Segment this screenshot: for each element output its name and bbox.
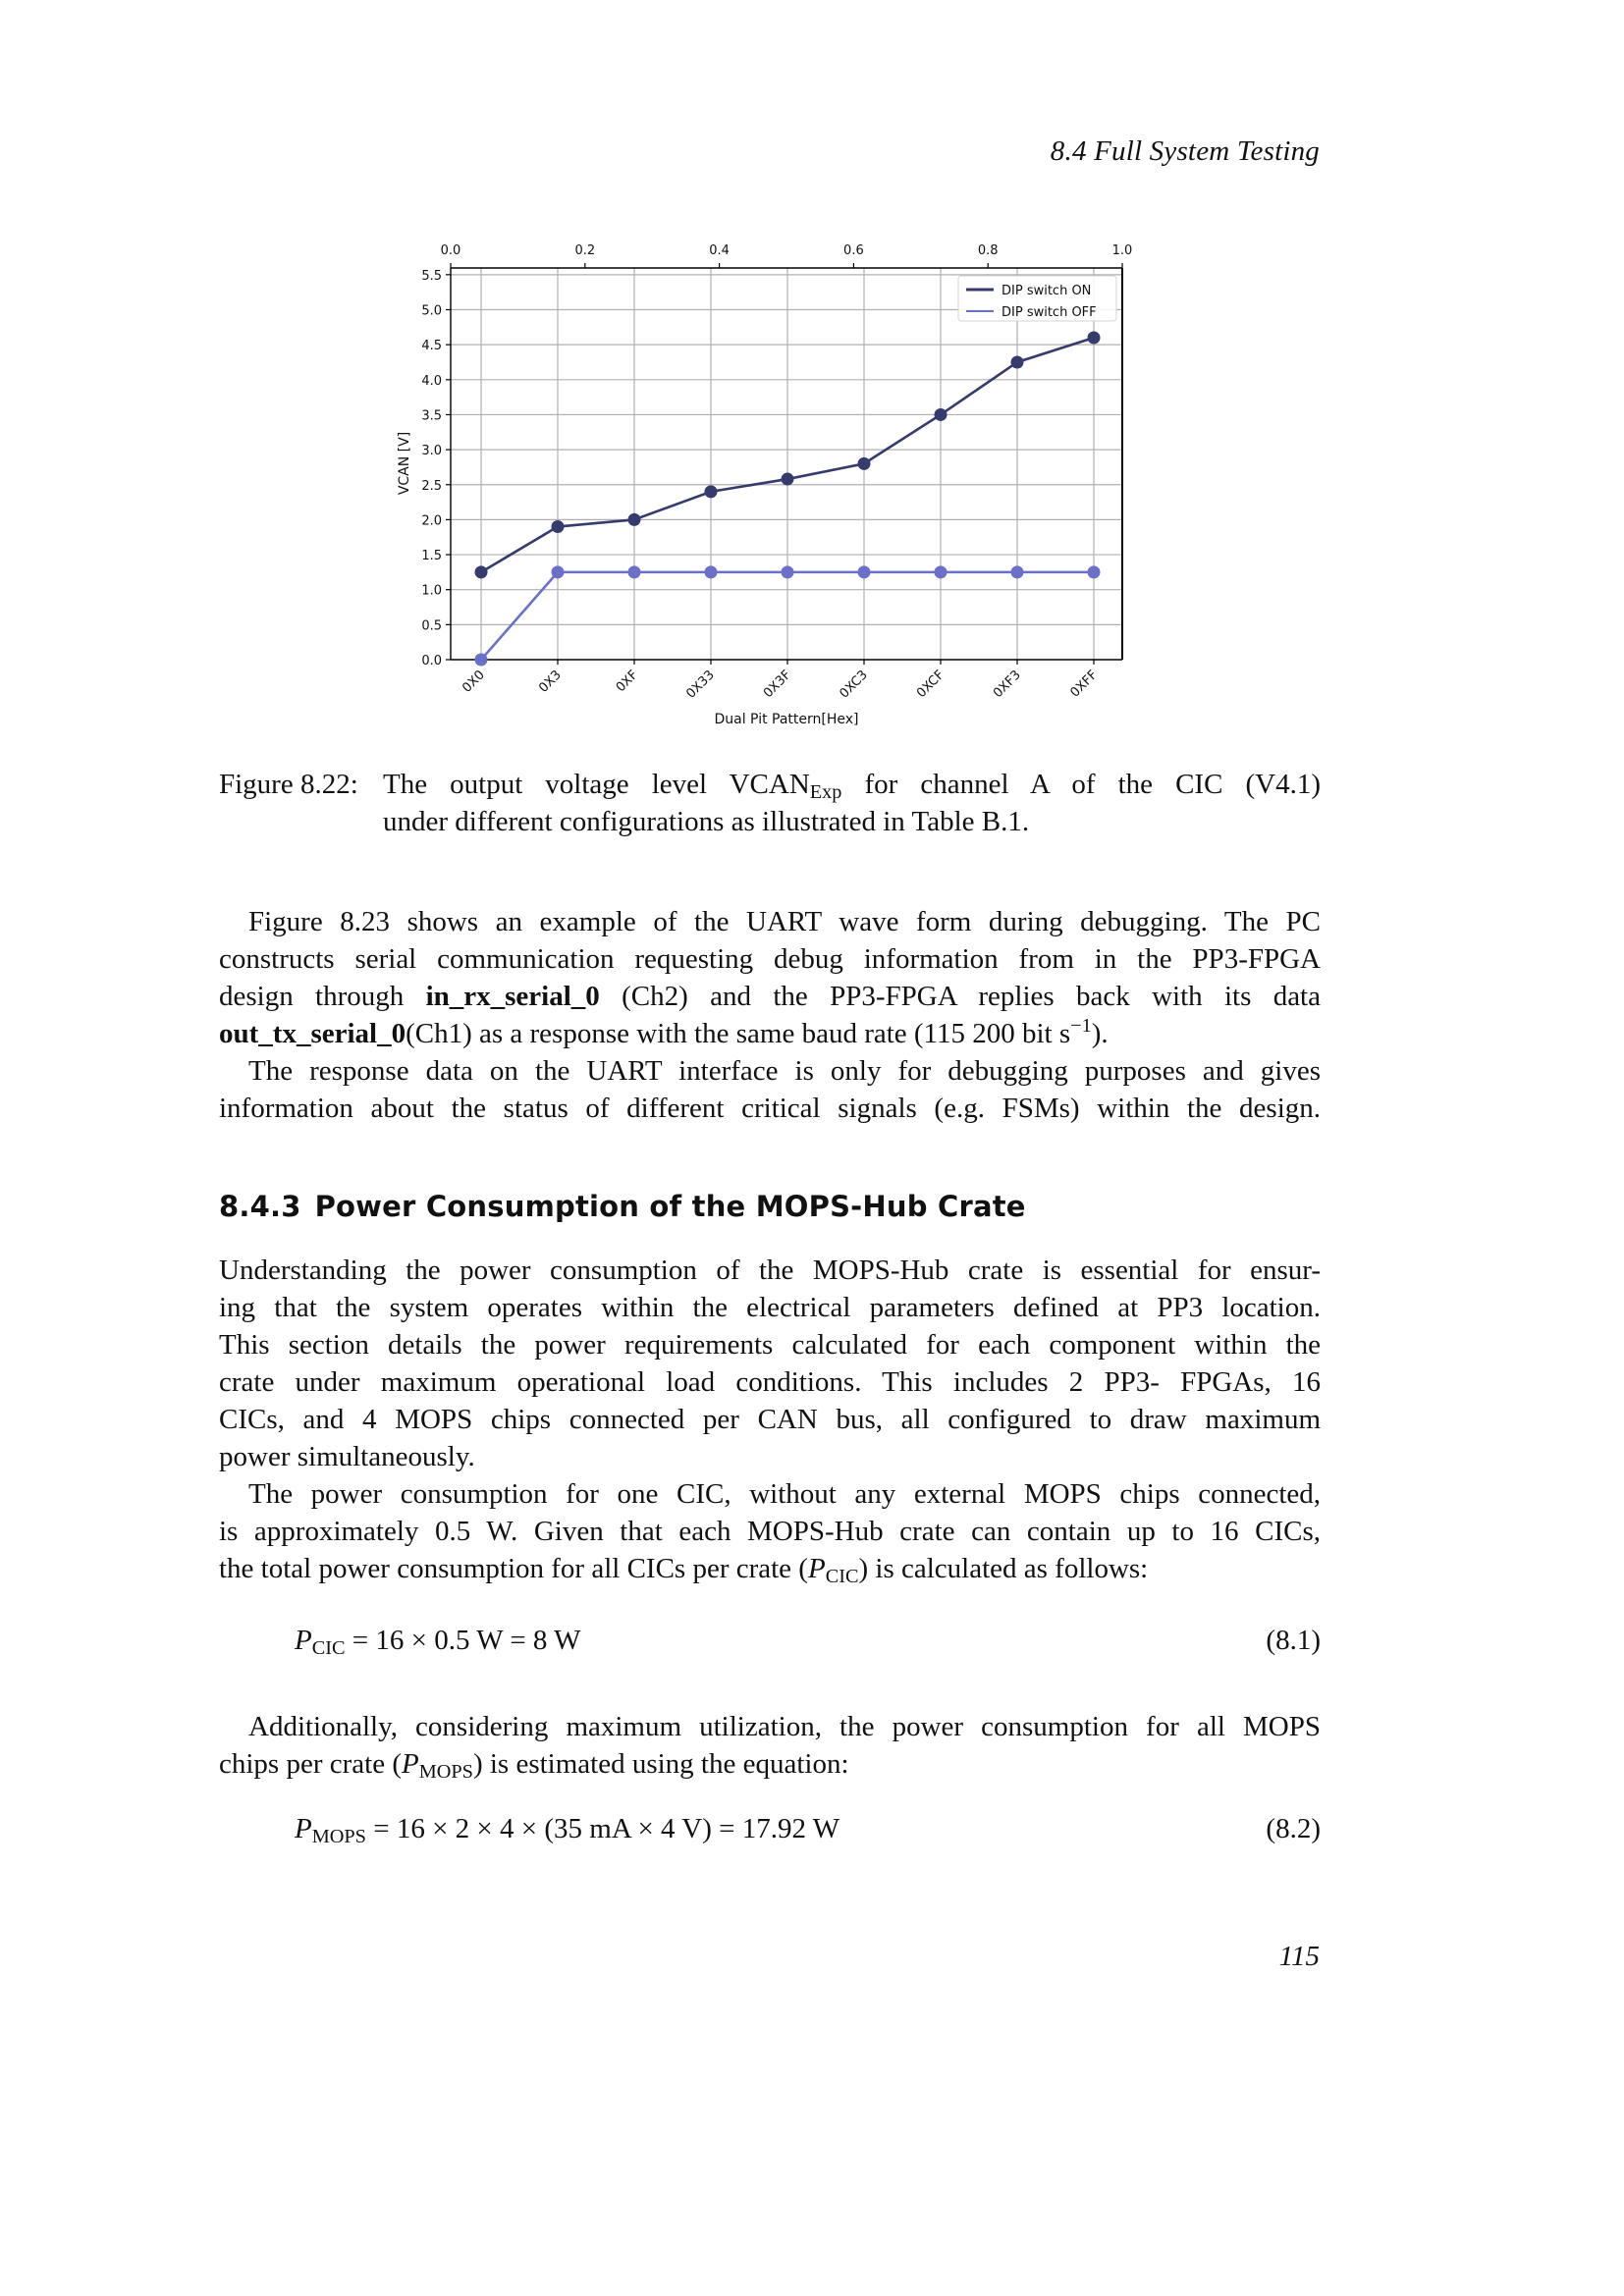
y-tick-label: 2.0	[421, 513, 442, 529]
top-x-tick-label: 1.0	[1111, 243, 1133, 258]
signal-out-tx-serial: out_tx_serial_0	[219, 1018, 406, 1049]
data-point	[935, 565, 947, 578]
paragraph-uart: Figure 8.23 shows an example of the UART wave form during debugging. The PC constructs serial communication requesting debug information from in the PP3-FPGA design through in_rx_serial_0 (Ch2) and the PP3-FPGA replies back with its data out_tx_serial_0(Ch1) as a response with the same baud rate (115 200 bit $s^{-1}$). The response data on the UART interface is only for debugging purposes and gives information about the status of different critical signals (e.g. FSMs) within the design.	[219, 906, 1321, 1124]
x-axis-label: Dual Pit Pattern[Hex]	[714, 712, 859, 727]
data-point	[475, 654, 488, 667]
top-x-tick-label: 0.2	[574, 243, 596, 258]
figure-caption	[219, 766, 1321, 840]
data-point	[475, 565, 488, 578]
y-tick-label: 5.0	[421, 303, 442, 319]
x-tick-label: 0XCF	[914, 667, 947, 702]
x-tick-label: 0XFF	[1067, 667, 1101, 701]
data-point	[858, 457, 871, 470]
data-point	[1088, 332, 1101, 345]
y-tick-label: 4.0	[421, 373, 442, 389]
y-tick-label: 0.0	[421, 654, 442, 668]
equation-8-2	[219, 1813, 1321, 1852]
y-tick-label: 1.0	[421, 583, 442, 599]
data-point	[1088, 565, 1101, 578]
section-number: 8.4.3	[219, 1190, 301, 1223]
equation-expression: $P_{CIC} = 16 \times 0.5$ W = 8 W	[295, 1625, 581, 1660]
data-point	[935, 408, 947, 421]
data-point	[705, 485, 718, 498]
x-tick-label: 0X3F	[760, 667, 794, 702]
data-point	[552, 520, 565, 533]
caption-line-1: The output voltage level $VCAN_{Exp}$ for channel A of the CIC (V4.1)	[383, 769, 1321, 804]
x-tick-label: 0XF	[613, 667, 641, 696]
top-x-tick-label: 0.0	[440, 243, 461, 258]
chart-grid	[451, 268, 1122, 660]
data-point	[552, 565, 565, 578]
section-heading	[219, 1190, 1026, 1223]
x-tick-label: 0X3	[536, 667, 565, 696]
y-tick-label: 3.0	[421, 444, 442, 459]
y-tick-label: 4.5	[421, 339, 442, 354]
top-x-tick-label: 0.4	[709, 243, 730, 258]
y-axis-label: VCAN [V]	[397, 431, 412, 496]
data-point	[858, 565, 871, 578]
data-point	[782, 565, 794, 578]
x-tick-label: 0X0	[460, 667, 488, 696]
data-point	[782, 473, 794, 486]
legend-label: DIP switch ON	[1001, 284, 1092, 298]
data-point	[705, 565, 718, 578]
x-tick-label: 0XC3	[837, 667, 871, 702]
equation-number: (8.2)	[1266, 1813, 1321, 1844]
equation-number: (8.1)	[1266, 1625, 1321, 1656]
y-tick-label: 2.5	[421, 478, 442, 494]
y-tick-label: 1.5	[421, 549, 442, 564]
running-head: 8.4 Full System Testing	[1050, 135, 1320, 167]
figure-8-22-chart	[383, 236, 1168, 736]
paragraph-mops-power: Additionally, considering maximum utilization, the power consumption for all MOPS chips per crate $(P_{MOPS})$ is estimated using the equation:	[219, 1711, 1321, 1784]
equation-8-1	[219, 1625, 1321, 1664]
y-tick-label: 3.5	[421, 408, 442, 424]
page-number: 115	[1278, 1941, 1320, 1972]
top-x-tick-label: 0.6	[843, 243, 864, 258]
caption-label: Figure 8.22:	[219, 769, 358, 800]
line-chart	[383, 236, 1168, 736]
y-tick-label: 5.5	[421, 268, 442, 284]
equation-expression: $P_{MOPS} = 16 \times 2 \times 4 \times (35$ mA × 4 V) = 17.92 W	[295, 1813, 840, 1848]
data-point	[1011, 355, 1024, 368]
signal-in-rx-serial: in_rx_serial_0	[425, 981, 600, 1012]
data-point	[1011, 565, 1024, 578]
chart-legend	[958, 276, 1116, 321]
caption-line-2: under different configurations as illustrated in Table B.1.	[383, 806, 1030, 837]
y-tick-label: 0.5	[421, 618, 442, 634]
paragraph-power-intro: Understanding the power consumption of the MOPS-Hub crate is essential for ensur- ing that the system operates within the electrical parameters defined at PP3 location. This section details the power requirements calculated for each component within the crate under maximum operational load conditions. This includes 2 PP3- FPGAs, 16 CICs, and 4 MOPS chips connected per CAN bus, all configured to draw maximum power simultaneously. The power consumption for one CIC, without any external MOPS chips connected, is approximately 0.5 W. Given that each MOPS-Hub crate can contain up to 16 CICs, the total power consumption for all CICs per crate $(P_{CIC})$ is calculated as follows:	[219, 1255, 1321, 1588]
data-point	[628, 565, 641, 578]
section-title: Power Consumption of the MOPS-Hub Crate	[314, 1190, 1026, 1223]
x-tick-label: 0X33	[683, 667, 718, 702]
top-x-tick-label: 0.8	[977, 243, 999, 258]
data-point	[628, 513, 641, 526]
legend-label: DIP switch OFF	[1001, 305, 1097, 320]
x-tick-label: 0XF3	[990, 667, 1024, 702]
